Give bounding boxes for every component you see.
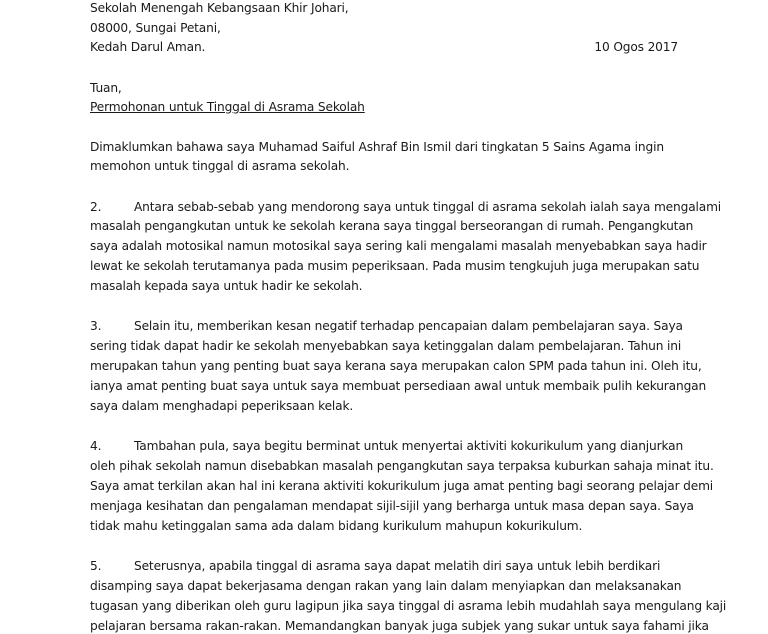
paragraph-3-line-4: ianya amat penting buat saya untuk saya membuat persediaan awal untuk membaik pulih kekurangan: [90, 379, 707, 393]
paragraph-2-line-5: masalah kepada saya untuk hadir ke sekolah.: [90, 279, 363, 293]
paragraph-3-first-line: [90, 318, 683, 334]
paragraph-4-number: 4.: [90, 439, 102, 453]
sender-address-line-3: Kedah Darul Aman.: [90, 40, 206, 54]
paragraph-4-first-line: [90, 438, 683, 454]
paragraph-4-line-1: Tambahan pula, saya begitu berminat untuk menyertai aktiviti kokurikulum yang dianjurkan: [134, 439, 684, 453]
paragraph-3-line-2: sering tidak dapat hadir ke sekolah menyebabkan saya ketinggalan dalam pembelajaran. Tahun ini: [90, 339, 682, 353]
paragraph-3-line-5: saya dalam menghadapi peperiksaan kelak.: [90, 399, 354, 413]
paragraph-4-line-4: menjaga kesihatan dan pengalaman mendapat sijil-sijil yang berharga untuk masa depan saya. Saya: [90, 499, 694, 513]
letter-subject: Permohonan untuk Tinggal di Asrama Sekolah: [90, 100, 365, 114]
paragraph-5-line-2: disamping saya dapat bekerjasama dengan rakan yang lain dalam menyiapkan dan melaksanakan: [90, 579, 682, 593]
paragraph-4-line-3: Saya amat terkilan akan hal ini kerana aktiviti kokurikulum juga amat penting bagi seorang pelajar demi: [90, 479, 714, 493]
sender-address-line-1: Sekolah Menengah Kebangsaan Khir Johari,: [90, 1, 349, 15]
paragraph-2-number: 2.: [90, 200, 102, 214]
paragraph-2-line-3: saya adalah motosikal namun motosikal saya sering kali mengalami masalah menyebabkan saya hadir: [90, 239, 707, 253]
paragraph-4-line-5: tidak mahu ketinggalan sama ada dalam bidang kurikulum mahupun kokurikulum.: [90, 519, 583, 533]
paragraph-3-line-1: Selain itu, memberikan kesan negatif terhadap pencapaian dalam pembelajaran saya. Saya: [134, 319, 683, 333]
paragraph-3-number: 3.: [90, 319, 102, 333]
paragraph-1-line-2: memohon untuk tinggal di asrama sekolah.: [90, 159, 350, 173]
paragraph-5-first-line: [90, 558, 660, 574]
paragraph-2-first-line: [90, 199, 721, 215]
salutation: Tuan,: [90, 81, 122, 95]
paragraph-2-line-4: lewat ke sekolah terutamanya pada musim peperiksaan. Pada musim tengkujuh juga merupakan satu: [90, 259, 700, 273]
paragraph-4-line-2: oleh pihak sekolah namun disebabkan masalah pengangkutan saya terpaksa kuburkan sahaja minat itu.: [90, 459, 714, 473]
paragraph-5-line-4: pelajaran bersama rakan-rakan. Memandangkan banyak juga subjek yang sukar untuk saya fahami jika: [90, 619, 709, 633]
paragraph-3-line-3: merupakan tahun yang penting buat saya kerana saya merupakan calon SPM pada tahun ini. Oleh itu,: [90, 359, 702, 373]
paragraph-5-line-3: tugasan yang diberikan oleh guru lagipun jika saya tinggal di asrama lebih mudahlah saya mengulang kaji: [90, 599, 727, 613]
paragraph-1-line-1: Dimaklumkan bahawa saya Muhamad Saiful Ashraf Bin Ismil dari tingkatan 5 Sains Agama ingin: [90, 140, 664, 154]
paragraph-2-line-2: masalah pengangkutan untuk ke sekolah kerana saya tinggal berseorangan di rumah. Pengangkutan: [90, 219, 694, 233]
paragraph-5-line-1: Seterusnya, apabila tinggal di asrama saya dapat melatih diri saya untuk lebih berdikari: [134, 559, 661, 573]
letter-date: 10 Ogos 2017: [594, 40, 678, 54]
sender-address-line-2: 08000, Sungai Petani,: [90, 21, 221, 35]
paragraph-5-number: 5.: [90, 559, 102, 573]
paragraph-2-line-1: Antara sebab-sebab yang mendorong saya untuk tinggal di asrama sekolah ialah saya mengalami: [134, 200, 722, 214]
